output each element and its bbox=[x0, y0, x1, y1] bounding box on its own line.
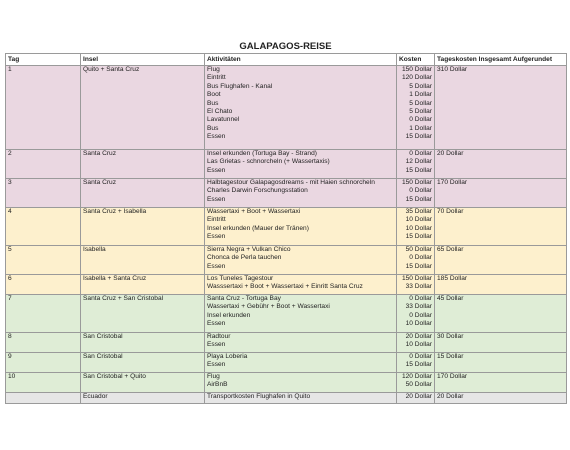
tag-cell: 2 bbox=[6, 150, 81, 179]
header-tag: Tag bbox=[6, 54, 81, 66]
kosten-item: 0 Dollar bbox=[409, 254, 432, 262]
aktivitaet-item: Essen bbox=[207, 341, 226, 349]
aktivitaet-item: Halbtagestour Galapagosdreams - mit Haien schnorcheln bbox=[207, 179, 375, 186]
kosten-item: 10 Dollar bbox=[405, 224, 432, 232]
aktivitaet-item: Wasssertaxi + Boot + Wassertaxi + Einritt Santa Cruz bbox=[207, 283, 363, 291]
header-aktivitaeten: Aktivitäten bbox=[205, 54, 397, 66]
kosten-item: 10 Dollar bbox=[405, 320, 432, 328]
aktivitaet-item: Essen bbox=[207, 233, 226, 241]
aktivitaet-item: Essen bbox=[207, 166, 226, 174]
tag-cell: 3 bbox=[6, 179, 81, 208]
aktivitaet-item: Wassertaxi + Gebühr + Boot + Wassertaxi bbox=[207, 303, 330, 311]
aktivitaet-item: Flug bbox=[207, 373, 220, 380]
aktivitaet-item: Eintritt bbox=[207, 216, 226, 224]
aktivitaet-item: Radtour bbox=[207, 333, 231, 340]
aktivitaet-item: Insel erkunden (Mauer der Tränen) bbox=[207, 224, 309, 232]
kosten-item: 5 Dollar bbox=[409, 99, 432, 107]
kosten-item: 1 Dollar bbox=[409, 91, 432, 99]
tageskosten-cell: 170 Dollar bbox=[435, 373, 567, 393]
insel-cell: San Cristobal bbox=[81, 333, 205, 353]
table-body bbox=[6, 66, 567, 404]
kosten-cell bbox=[397, 393, 435, 404]
aktivitaeten-cell bbox=[205, 246, 397, 275]
tageskosten-cell: 65 Dollar bbox=[435, 246, 567, 275]
kosten-item: 0 Dollar bbox=[409, 187, 432, 195]
kosten-cell bbox=[397, 208, 435, 246]
aktivitaet-item: Eintritt bbox=[207, 74, 226, 82]
aktivitaet-item: Bus bbox=[207, 124, 219, 132]
kosten-item: 33 Dollar bbox=[405, 303, 432, 311]
aktivitaet-item: Wassertaxi + Boot + Wassertaxi bbox=[207, 208, 301, 215]
kosten-item: 15 Dollar bbox=[405, 361, 432, 369]
table-row bbox=[6, 246, 567, 275]
table-row bbox=[6, 66, 567, 150]
tag-cell: 7 bbox=[6, 295, 81, 333]
insel-cell: Quito + Santa Cruz bbox=[81, 66, 205, 150]
table-row bbox=[6, 333, 567, 353]
insel-cell: San Cristobal + Quito bbox=[81, 373, 205, 393]
kosten-item: 15 Dollar bbox=[405, 262, 432, 270]
kosten-item: 20 Dollar bbox=[405, 333, 432, 340]
insel-cell: Santa Cruz + Isabella bbox=[81, 208, 205, 246]
tag-cell: 1 bbox=[6, 66, 81, 150]
table-row bbox=[6, 275, 567, 295]
kosten-cell bbox=[397, 333, 435, 353]
aktivitaet-item: Flug bbox=[207, 66, 220, 73]
tageskosten-cell: 20 Dollar bbox=[435, 150, 567, 179]
kosten-item: 150 Dollar bbox=[401, 66, 432, 73]
aktivitaeten-cell bbox=[205, 66, 397, 150]
table-row bbox=[6, 150, 567, 179]
aktivitaet-item: Essen bbox=[207, 262, 226, 270]
kosten-item: 0 Dollar bbox=[409, 353, 432, 360]
aktivitaeten-cell bbox=[205, 373, 397, 393]
kosten-cell bbox=[397, 150, 435, 179]
aktivitaeten-cell bbox=[205, 150, 397, 179]
insel-cell: Isabella + Santa Cruz bbox=[81, 275, 205, 295]
aktivitaet-item: Santa Cruz - Tortuga Bay bbox=[207, 295, 281, 302]
kosten-item: 10 Dollar bbox=[405, 341, 432, 349]
aktivitaeten-cell bbox=[205, 333, 397, 353]
kosten-item: 33 Dollar bbox=[405, 283, 432, 291]
aktivitaeten-cell bbox=[205, 393, 397, 404]
kosten-cell bbox=[397, 353, 435, 373]
kosten-item: 0 Dollar bbox=[409, 150, 432, 157]
kosten-item: 1 Dollar bbox=[409, 124, 432, 132]
kosten-item: 20 Dollar bbox=[405, 393, 432, 400]
aktivitaeten-cell bbox=[205, 179, 397, 208]
kosten-item: 5 Dollar bbox=[409, 107, 432, 115]
aktivitaet-item: Charles Darwin Forschungsstation bbox=[207, 187, 308, 195]
tageskosten-cell: 15 Dollar bbox=[435, 353, 567, 373]
kosten-cell bbox=[397, 179, 435, 208]
table-row bbox=[6, 208, 567, 246]
aktivitaet-item: Essen bbox=[207, 133, 226, 141]
header-insel: Insel bbox=[81, 54, 205, 66]
insel-cell: Isabella bbox=[81, 246, 205, 275]
aktivitaet-item: Essen bbox=[207, 195, 226, 203]
aktivitaeten-cell bbox=[205, 208, 397, 246]
tag-cell bbox=[6, 393, 81, 404]
aktivitaet-item: Chonca de Perla tauchen bbox=[207, 254, 282, 262]
tag-cell: 10 bbox=[6, 373, 81, 393]
table-row bbox=[6, 373, 567, 393]
kosten-item: 0 Dollar bbox=[409, 295, 432, 302]
aktivitaeten-cell bbox=[205, 353, 397, 373]
insel-cell: Santa Cruz bbox=[81, 150, 205, 179]
spreadsheet bbox=[5, 40, 566, 404]
kosten-cell bbox=[397, 373, 435, 393]
sheet-title: GALAPAGOS-REISE bbox=[239, 41, 332, 52]
kosten-item: 12 Dollar bbox=[405, 158, 432, 166]
aktivitaet-item: Bus bbox=[207, 99, 219, 107]
kosten-item: 150 Dollar bbox=[401, 179, 432, 186]
aktivitaet-item: AirBnB bbox=[207, 381, 228, 389]
tageskosten-cell: 30 Dollar bbox=[435, 333, 567, 353]
aktivitaet-item: Transportkosten Flughafen in Quito bbox=[207, 393, 311, 400]
kosten-item: 5 Dollar bbox=[409, 82, 432, 90]
header-tageskosten: Tageskosten Insgesamt Aufgerundet bbox=[435, 54, 567, 66]
header-row bbox=[6, 54, 567, 66]
aktivitaeten-cell bbox=[205, 295, 397, 333]
kosten-cell bbox=[397, 295, 435, 333]
kosten-item: 50 Dollar bbox=[405, 381, 432, 389]
aktivitaet-item: Las Grietas - schnorcheln (+ Wassertaxis) bbox=[207, 158, 330, 166]
aktivitaet-item: Bus Flughafen - Kanal bbox=[207, 82, 273, 90]
kosten-item: 15 Dollar bbox=[405, 195, 432, 203]
tageskosten-cell: 70 Dollar bbox=[435, 208, 567, 246]
kosten-cell bbox=[397, 246, 435, 275]
aktivitaet-item: Sierra Negra + Vulkan Chico bbox=[207, 246, 291, 253]
table-row bbox=[6, 353, 567, 373]
aktivitaet-item: Lavatunnel bbox=[207, 116, 240, 124]
tageskosten-cell: 170 Dollar bbox=[435, 179, 567, 208]
insel-cell: San Cristobal bbox=[81, 353, 205, 373]
aktivitaeten-cell bbox=[205, 275, 397, 295]
kosten-item: 0 Dollar bbox=[409, 311, 432, 319]
table-row bbox=[6, 179, 567, 208]
tageskosten-cell: 45 Dollar bbox=[435, 295, 567, 333]
insel-cell: Ecuador bbox=[81, 393, 205, 404]
tag-cell: 6 bbox=[6, 275, 81, 295]
insel-cell: Santa Cruz bbox=[81, 179, 205, 208]
aktivitaet-item: Insel erkunden (Tortuga Bay - Strand) bbox=[207, 150, 317, 157]
insel-cell: Santa Cruz + San Cristobal bbox=[81, 295, 205, 333]
tageskosten-cell: 20 Dollar bbox=[435, 393, 567, 404]
kosten-cell bbox=[397, 275, 435, 295]
table-row bbox=[6, 295, 567, 333]
tag-cell: 8 bbox=[6, 333, 81, 353]
kosten-item: 150 Dollar bbox=[401, 275, 432, 282]
aktivitaet-item: El Chato bbox=[207, 107, 233, 115]
tageskosten-cell: 310 Dollar bbox=[435, 66, 567, 150]
kosten-cell bbox=[397, 66, 435, 150]
kosten-item: 50 Dollar bbox=[405, 246, 432, 253]
table-row bbox=[6, 393, 567, 404]
kosten-item: 15 Dollar bbox=[405, 166, 432, 174]
kosten-item: 15 Dollar bbox=[405, 133, 432, 141]
aktivitaet-item: Essen bbox=[207, 320, 226, 328]
itinerary-table bbox=[5, 53, 567, 404]
aktivitaet-item: Insel erkunden bbox=[207, 311, 251, 319]
aktivitaet-item: Boot bbox=[207, 91, 221, 99]
kosten-item: 15 Dollar bbox=[405, 233, 432, 241]
aktivitaet-item: Los Tuneles Tagestour bbox=[207, 275, 274, 282]
kosten-item: 10 Dollar bbox=[405, 216, 432, 224]
kosten-item: 35 Dollar bbox=[405, 208, 432, 215]
kosten-item: 120 Dollar bbox=[401, 373, 432, 380]
aktivitaet-item: Playa Loberia bbox=[207, 353, 248, 360]
tag-cell: 5 bbox=[6, 246, 81, 275]
tageskosten-cell: 185 Dollar bbox=[435, 275, 567, 295]
header-kosten: Kosten bbox=[397, 54, 435, 66]
kosten-item: 0 Dollar bbox=[409, 116, 432, 124]
tag-cell: 4 bbox=[6, 208, 81, 246]
aktivitaet-item: Essen bbox=[207, 361, 226, 369]
tag-cell: 9 bbox=[6, 353, 81, 373]
kosten-item: 120 Dollar bbox=[401, 74, 432, 82]
